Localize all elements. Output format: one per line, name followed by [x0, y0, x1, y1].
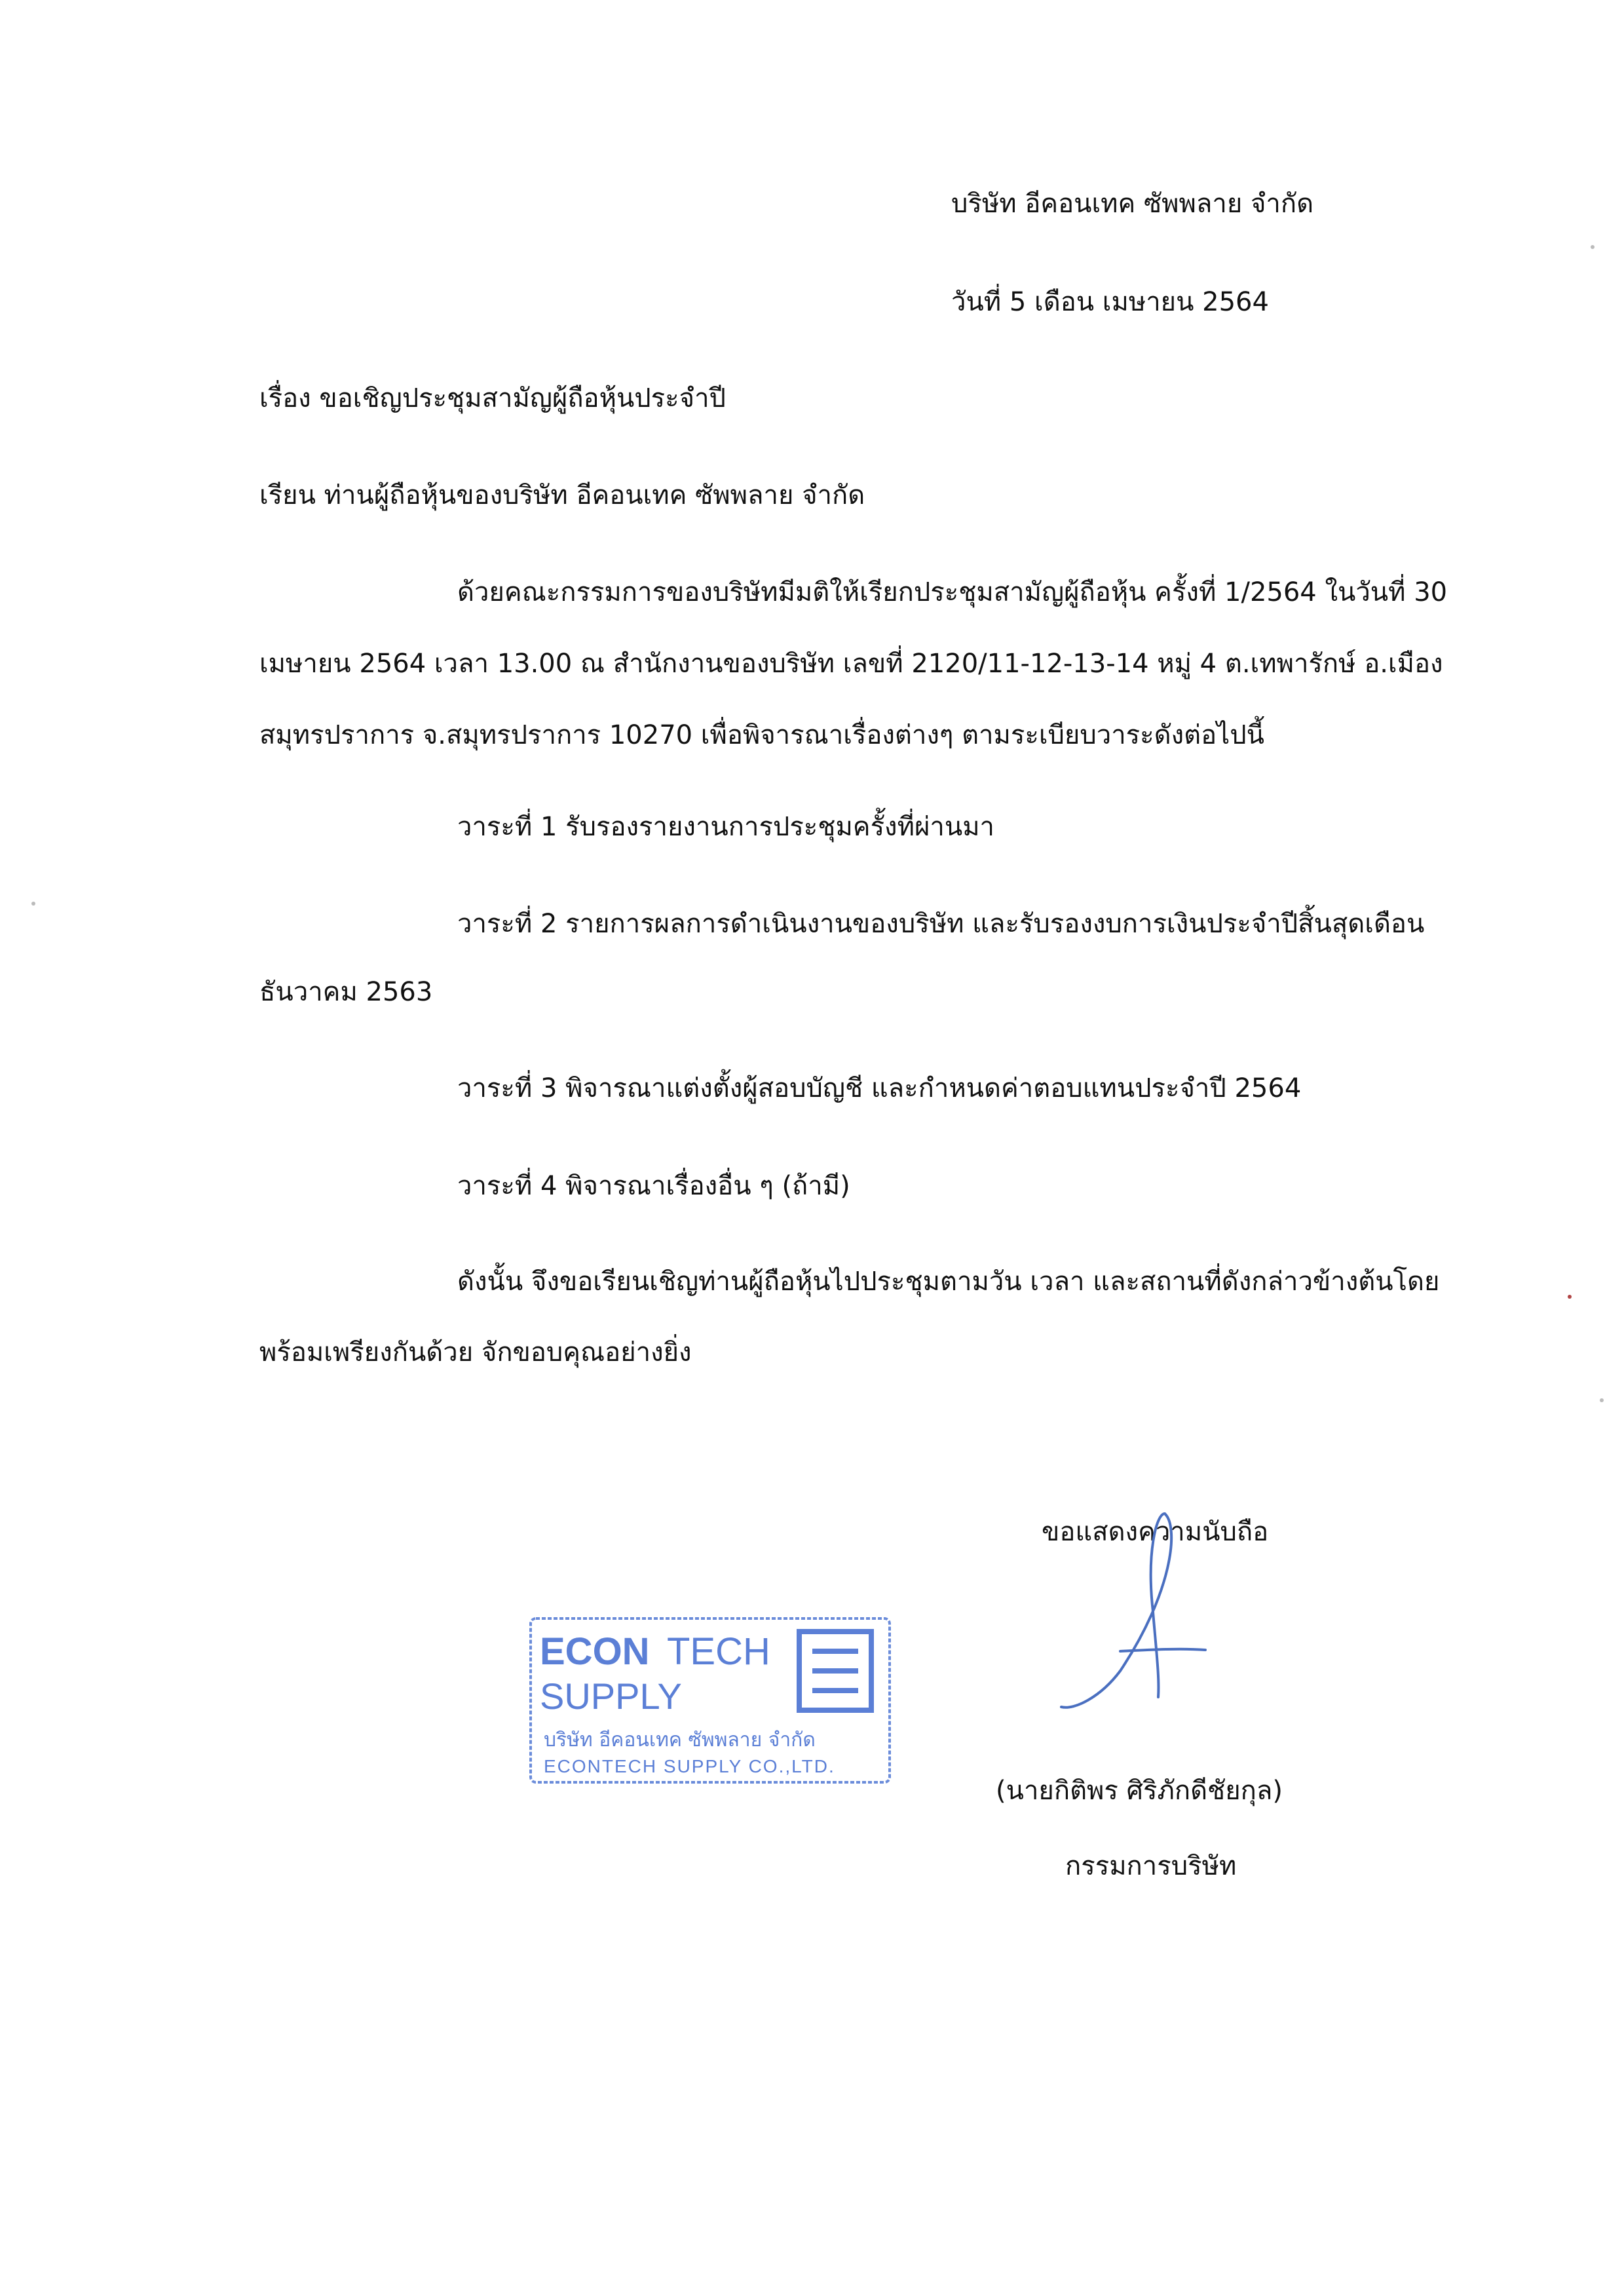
company-name: บริษัท อีคอนเทค ซัพพลาย จำกัด: [951, 189, 1314, 219]
signatory-name: (นายกิติพร ศิริภักดีชัยกุล): [996, 1776, 1283, 1806]
signatory-position: กรรมการบริษัท: [1065, 1851, 1237, 1881]
letter-subject: เรื่อง ขอเชิญประชุมสามัญผู้ถือหุ้นประจำปี: [259, 383, 726, 413]
stamp-econ-text: ECON: [540, 1630, 650, 1673]
stamp-tech-text: TECH: [667, 1630, 770, 1673]
closing-line-2: พร้อมเพรียงกันด้วย จักขอบคุณอย่างยิ่ง: [259, 1337, 692, 1368]
intro-line-2: เมษายน 2564 เวลา 13.00 ณ สำนักงานของบริษัท เลขที่ 2120/11-12-13-14 หมู่ 4 ต.เทพารักษ์ อ.เมือง: [259, 649, 1443, 679]
agenda-item-1: วาระที่ 1 รับรองรายงานการประชุมครั้งที่ผ่านมา: [457, 812, 995, 842]
scan-speck: [1568, 1295, 1572, 1299]
handwritten-signature: [1048, 1501, 1245, 1736]
scan-speck: [1600, 1398, 1604, 1402]
closing-regards: ขอแสดงความนับถือ: [1042, 1517, 1269, 1547]
intro-line-1: ด้วยคณะกรรมการของบริษัทมีมติให้เรียกประชุมสามัญผู้ถือหุ้น ครั้งที่ 1/2564 ในวันที่ 30: [457, 577, 1448, 607]
agenda-item-3: วาระที่ 3 พิจารณาแต่งตั้งผู้สอบบัญชี และกำหนดค่าตอบแทนประจำปี 2564: [457, 1073, 1302, 1103]
stamp-thai-name: บริษัท อีคอนเทค ซัพพลาย จำกัด: [544, 1729, 816, 1751]
scan-speck: [31, 902, 35, 906]
stamp-english-name: ECONTECH SUPPLY CO.,LTD.: [544, 1756, 835, 1776]
letter-date: วันที่ 5 เดือน เมษายน 2564: [951, 287, 1269, 317]
company-stamp: [524, 1612, 897, 1789]
agenda-item-2-continued: ธันวาคม 2563: [259, 977, 433, 1007]
stamp-supply-text: SUPPLY: [540, 1675, 682, 1717]
closing-line-1: ดังนั้น จึงขอเรียนเชิญท่านผู้ถือหุ้นไปประชุมตามวัน เวลา และสถานที่ดังกล่าวข้างต้นโดย: [457, 1267, 1440, 1297]
letter-recipient: เรียน ท่านผู้ถือหุ้นของบริษัท อีคอนเทค ซัพพลาย จำกัด: [259, 480, 865, 510]
agenda-item-2: วาระที่ 2 รายการผลการดำเนินงานของบริษัท และรับรองงบการเงินประจำปีสิ้นสุดเดือน: [457, 909, 1425, 939]
stamp-logo-icon: [799, 1632, 871, 1710]
intro-line-3: สมุทรปราการ จ.สมุทรปราการ 10270 เพื่อพิจารณาเรื่องต่างๆ ตามระเบียบวาระดังต่อไปนี้: [259, 720, 1264, 750]
scan-speck: [1591, 245, 1595, 249]
agenda-item-4: วาระที่ 4 พิจารณาเรื่องอื่น ๆ (ถ้ามี): [457, 1171, 850, 1201]
